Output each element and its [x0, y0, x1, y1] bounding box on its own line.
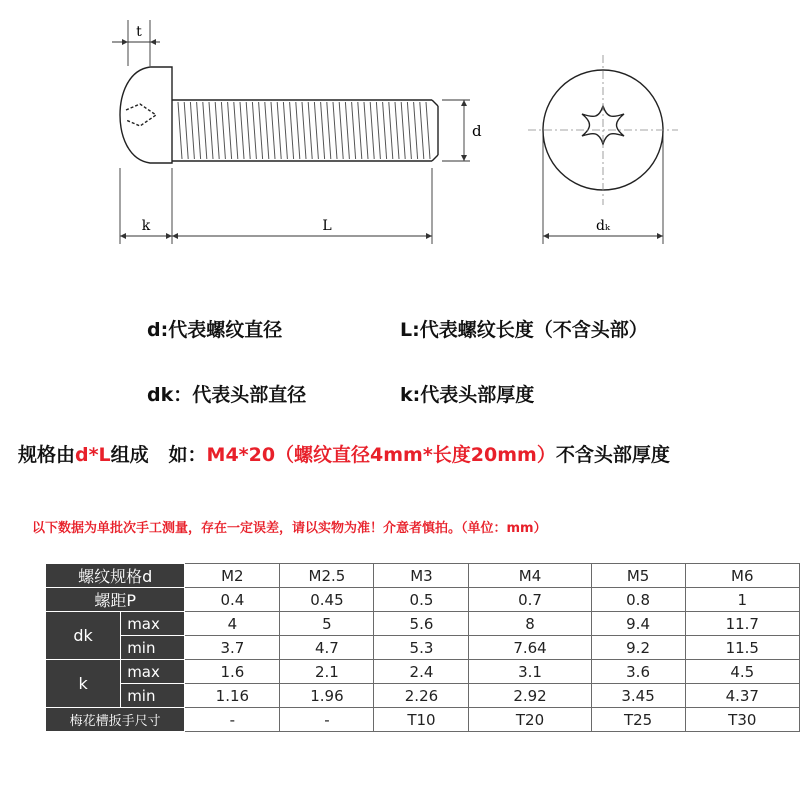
dk-max-cell: 11.7: [685, 612, 799, 636]
thread-line: [389, 102, 393, 159]
table-row-k-max: [46, 660, 800, 684]
k-max-cell: 2.1: [280, 660, 374, 684]
spec-table: [45, 563, 800, 732]
k-min-cell: 1.16: [185, 684, 280, 708]
wrench-cell: T10: [374, 708, 469, 732]
k-min-cell: 1.96: [280, 684, 374, 708]
thread-line: [395, 102, 399, 159]
thread-line: [327, 102, 331, 159]
thread-line: [426, 102, 430, 159]
thread-line: [190, 102, 194, 159]
thread-line: [376, 102, 380, 159]
table-row-dk-max: [46, 612, 800, 636]
dk-max-cell: 9.4: [591, 612, 685, 636]
thread-line: [252, 102, 256, 159]
measurement-note: 以下数据为单批次手工测量，存在一定误差，请以实物为准！介意者慎拍。（单位：mm）: [32, 521, 547, 536]
k-max-cell: 1.6: [185, 660, 280, 684]
k-max-cell: 2.4: [374, 660, 469, 684]
spec-suffix: 不含头部厚度: [555, 444, 670, 466]
thread-line: [420, 102, 424, 159]
thread-line: [358, 102, 362, 159]
thread-line: [383, 102, 387, 159]
table-row-size: [46, 564, 800, 588]
thread-line: [271, 102, 275, 159]
dk-min-cell: 3.7: [185, 636, 280, 660]
table-row-pitch: [46, 588, 800, 612]
k-header: k: [46, 660, 121, 708]
thread-line: [339, 102, 343, 159]
thread-line: [203, 102, 207, 159]
thread-line: [178, 102, 182, 159]
thread-line: [333, 102, 337, 159]
dk-max-cell: 8: [469, 612, 591, 636]
spec-formula: d*L: [75, 444, 111, 466]
thread-line: [234, 102, 238, 159]
k-min-cell: 2.26: [374, 684, 469, 708]
d-dimension-label: d: [472, 122, 482, 140]
dk-max-cell: 5: [280, 612, 374, 636]
k-min-cell: 4.37: [685, 684, 799, 708]
pitch-cell: 0.8: [591, 588, 685, 612]
k-min-header: min: [121, 684, 185, 708]
size-cell: M4: [469, 564, 591, 588]
thread-line: [283, 102, 287, 159]
thread-line: [370, 102, 374, 159]
dk-max-cell: 4: [185, 612, 280, 636]
wrench-cell: -: [185, 708, 280, 732]
size-cell: M3: [374, 564, 469, 588]
dk-dimension-label: dₖ: [595, 218, 611, 234]
size-header: 螺纹规格d: [46, 564, 185, 588]
k-min-cell: 3.45: [591, 684, 685, 708]
size-cell: M2: [185, 564, 280, 588]
legend-k: k:代表头部厚度: [400, 384, 535, 406]
dk-min-header: min: [121, 636, 185, 660]
L-dimension-label: L: [322, 218, 332, 234]
pitch-cell: 0.7: [469, 588, 591, 612]
wrench-cell: -: [280, 708, 374, 732]
spec-middle: 组成 如：: [110, 444, 207, 466]
t-dimension-label: t: [136, 24, 142, 40]
thread-line: [221, 102, 225, 159]
pitch-cell: 1: [685, 588, 799, 612]
thread-line: [352, 102, 356, 159]
legend-dk: dk：代表头部直径: [147, 384, 307, 406]
thread-line: [308, 102, 312, 159]
dk-max-cell: 5.6: [374, 612, 469, 636]
thread-line: [215, 102, 219, 159]
wrench-cell: T25: [591, 708, 685, 732]
thread-line: [209, 102, 213, 159]
k-min-cell: 2.92: [469, 684, 591, 708]
thread-line: [401, 102, 405, 159]
wrench-cell: T20: [469, 708, 591, 732]
dk-header: dk: [46, 612, 121, 660]
thread-line: [364, 102, 368, 159]
k-max-cell: 4.5: [685, 660, 799, 684]
k-max-header: max: [121, 660, 185, 684]
spec-example: M4*20（螺纹直径4mm*长度20mm）: [206, 444, 556, 466]
thread-line: [240, 102, 244, 159]
table-row-wrench: [46, 708, 800, 732]
thread-line: [265, 102, 269, 159]
thread-line: [345, 102, 349, 159]
pitch-cell: 0.5: [374, 588, 469, 612]
thread-line: [296, 102, 300, 159]
thread-line: [259, 102, 263, 159]
dk-min-cell: 9.2: [591, 636, 685, 660]
spec-prefix: 规格由: [18, 444, 76, 466]
k-dimension-label: k: [141, 218, 151, 234]
thread-line: [290, 102, 294, 159]
thread-line: [321, 102, 325, 159]
thread-line: [246, 102, 250, 159]
wrench-cell: T30: [685, 708, 799, 732]
dk-min-cell: 11.5: [685, 636, 799, 660]
thread-lines: [178, 102, 430, 159]
k-max-cell: 3.6: [591, 660, 685, 684]
pitch-header: 螺距P: [46, 588, 185, 612]
thread-line: [228, 102, 232, 159]
screw-head-outline: [120, 67, 172, 163]
size-cell: M5: [591, 564, 685, 588]
thread-line: [184, 102, 188, 159]
wrench-header: 梅花槽扳手尺寸: [46, 708, 185, 732]
thread-line: [314, 102, 318, 159]
k-max-cell: 3.1: [469, 660, 591, 684]
table-row-k-min: [46, 684, 800, 708]
thread-line: [302, 102, 306, 159]
dk-min-cell: 4.7: [280, 636, 374, 660]
legend-L: L:代表螺纹长度（不含头部）: [400, 319, 648, 341]
thread-line: [414, 102, 418, 159]
screw-technical-drawing: [0, 0, 800, 270]
thread-line: [197, 102, 201, 159]
legend-d: d:代表螺纹直径: [147, 319, 283, 341]
spec-format-line: [18, 440, 670, 467]
size-cell: M6: [685, 564, 799, 588]
dk-max-header: max: [121, 612, 185, 636]
pitch-cell: 0.4: [185, 588, 280, 612]
pitch-cell: 0.45: [280, 588, 374, 612]
thread-line: [407, 102, 411, 159]
dk-min-cell: 5.3: [374, 636, 469, 660]
thread-line: [277, 102, 281, 159]
dk-min-cell: 7.64: [469, 636, 591, 660]
table-row-dk-min: [46, 636, 800, 660]
size-cell: M2.5: [280, 564, 374, 588]
